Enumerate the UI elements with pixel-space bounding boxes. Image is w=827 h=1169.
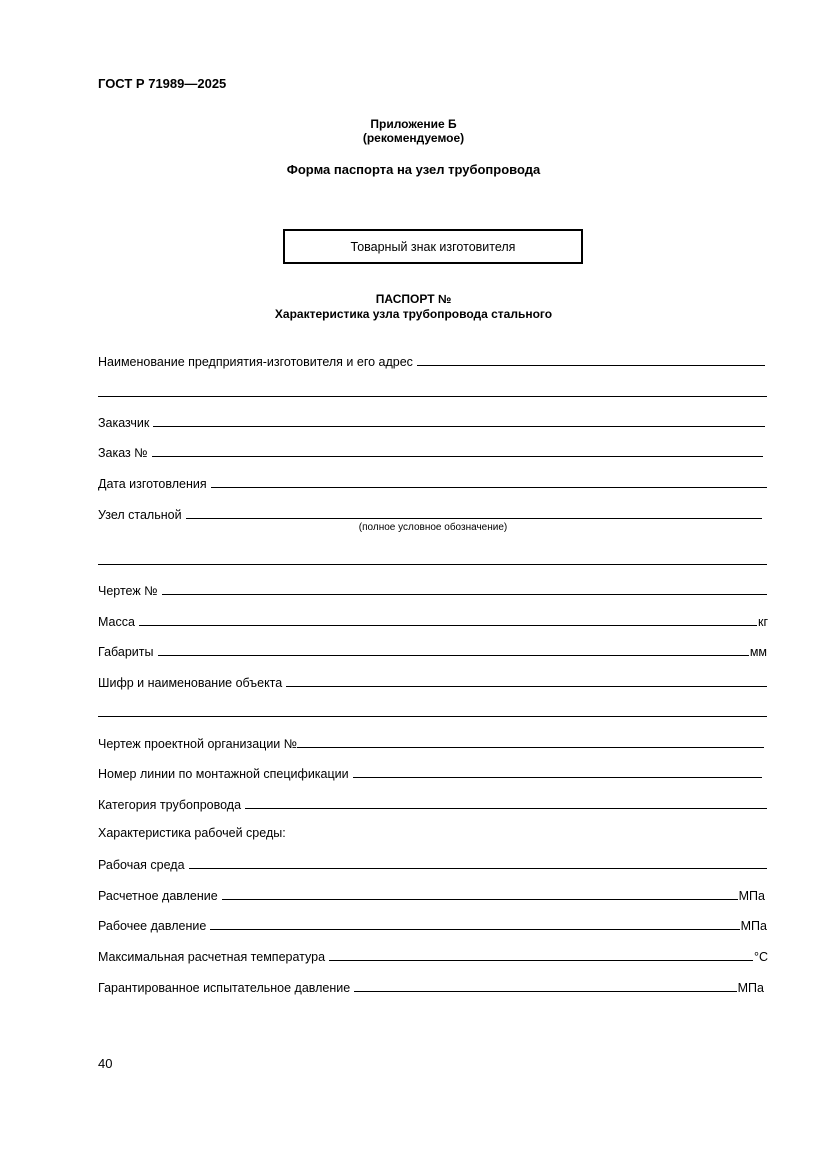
field-object-label: Шифр и наименование объекта (98, 676, 283, 690)
field-drawing-label: Чертеж № (98, 584, 158, 598)
field-test-pressure (98, 978, 764, 995)
standard-designation: ГОСТ Р 71989—2025 (98, 76, 227, 91)
field-node-line[interactable] (186, 506, 762, 519)
field-object-line-2[interactable] (98, 704, 767, 717)
field-mass (98, 612, 768, 629)
field-max-temp-label: Максимальная расчетная температура (98, 950, 326, 964)
field-design-pressure-line[interactable] (222, 887, 738, 900)
form-title: Форма паспорта на узел трубопровода (286, 162, 541, 177)
field-customer (98, 413, 765, 430)
field-max-temp (98, 947, 768, 964)
field-object (98, 673, 767, 690)
field-category (98, 795, 767, 812)
field-dimensions-label: Габариты (98, 645, 154, 659)
field-node (98, 505, 762, 522)
field-line-number (98, 764, 762, 781)
field-node-label: Узел стальной (98, 508, 182, 522)
passport-subtitle: Характеристика узла трубопровода стального (274, 307, 553, 321)
field-design-drawing (98, 734, 764, 751)
trademark-label: Товарный знак изготовителя (350, 239, 516, 254)
field-mass-unit: кг (757, 615, 768, 629)
field-category-line[interactable] (245, 796, 767, 809)
field-node-continuation (98, 551, 767, 568)
field-dimensions-unit: мм (749, 645, 767, 659)
field-order-label: Заказ № (98, 446, 148, 460)
appendix-subtitle: (рекомендуемое) (362, 131, 465, 145)
page-number: 40 (98, 1056, 113, 1071)
field-test-pressure-label: Гарантированное испытательное давление (98, 981, 351, 995)
medium-heading: Характеристика рабочей среды: (98, 826, 286, 840)
field-working-pressure-label: Рабочее давление (98, 919, 207, 933)
field-order-line[interactable] (152, 444, 763, 457)
field-drawing-line[interactable] (162, 582, 767, 595)
field-medium-label: Рабочая среда (98, 858, 185, 872)
field-design-pressure-label: Расчетное давление (98, 889, 218, 903)
field-dimensions-line[interactable] (158, 643, 749, 656)
field-medium (98, 855, 767, 872)
field-object-continuation (98, 703, 767, 720)
field-max-temp-line[interactable] (329, 948, 753, 961)
field-date-label: Дата изготовления (98, 477, 207, 491)
field-test-pressure-line[interactable] (354, 979, 736, 992)
field-design-drawing-line[interactable] (297, 735, 764, 748)
field-test-pressure-unit: МПа (737, 981, 764, 995)
field-medium-line[interactable] (189, 856, 767, 869)
field-mass-label: Масса (98, 615, 135, 629)
field-order (98, 443, 763, 460)
field-max-temp-unit: °С (753, 950, 768, 964)
field-customer-line[interactable] (153, 414, 765, 427)
field-node-hint: (полное условное обозначение) (358, 522, 508, 533)
field-date-line[interactable] (211, 475, 767, 488)
appendix-title: Приложение Б (370, 117, 457, 131)
field-date (98, 474, 767, 491)
field-manufacturer (98, 352, 765, 369)
field-manufacturer-label: Наименование предприятия-изготовителя и его адрес (98, 355, 413, 369)
field-node-line-2[interactable] (98, 552, 767, 565)
field-design-drawing-label: Чертеж проектной организации № (98, 737, 298, 751)
field-line-number-line[interactable] (353, 765, 762, 778)
field-category-label: Категория трубопровода (98, 798, 242, 812)
field-manufacturer-line-2[interactable] (98, 384, 767, 397)
field-customer-label: Заказчик (98, 416, 150, 430)
field-design-pressure-unit: МПа (738, 889, 765, 903)
field-line-number-label: Номер линии по монтажной спецификации (98, 767, 349, 781)
field-working-pressure-line[interactable] (210, 917, 739, 930)
field-design-pressure (98, 886, 765, 903)
trademark-box (283, 229, 583, 264)
field-working-pressure (98, 916, 767, 933)
field-manufacturer-continuation (98, 383, 767, 400)
field-drawing (98, 581, 767, 598)
field-manufacturer-line[interactable] (417, 353, 765, 366)
passport-title: ПАСПОРТ № (375, 292, 452, 306)
field-mass-line[interactable] (139, 613, 757, 626)
field-working-pressure-unit: МПа (740, 919, 767, 933)
field-object-line[interactable] (286, 674, 767, 687)
field-dimensions (98, 642, 767, 659)
